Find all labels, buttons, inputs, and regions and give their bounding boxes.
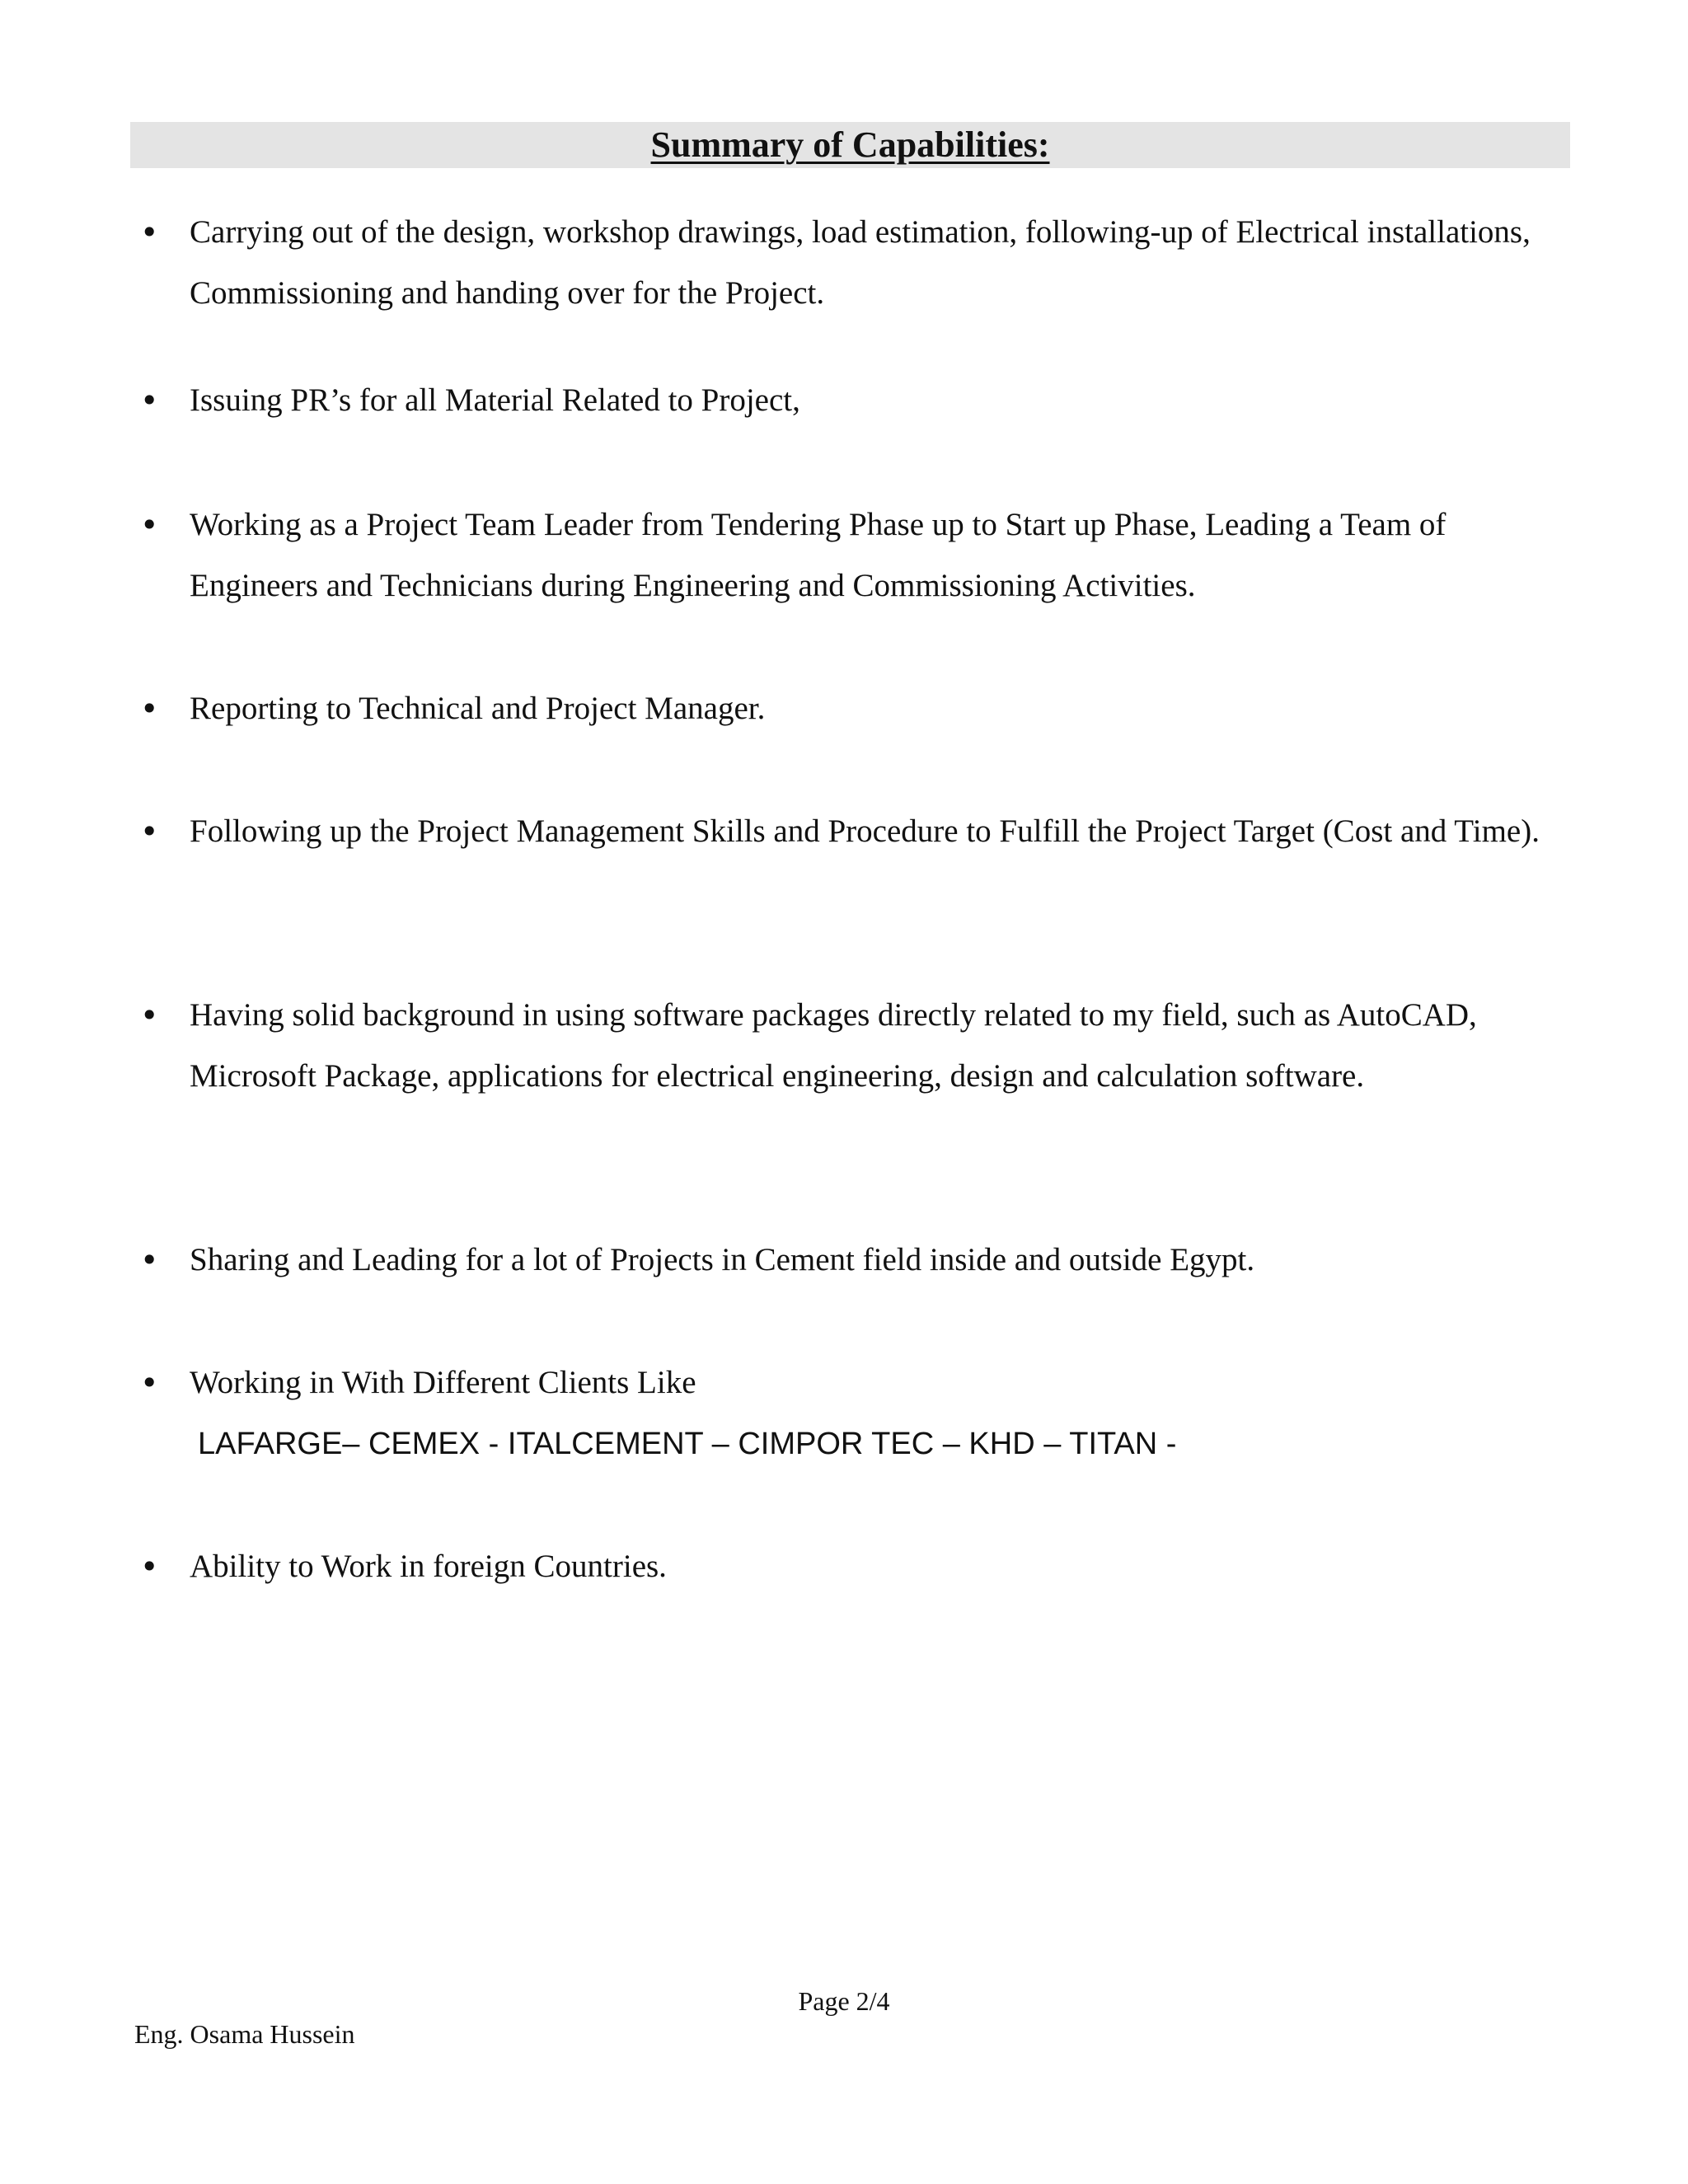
section-header	[130, 122, 1570, 168]
list-item-text: Sharing and Leading for a lot of Projects in Cement field inside and outside Egypt.	[190, 1242, 1255, 1277]
list-item-text: Following up the Project Management Skills and Procedure to Fulfill the Project Target (Cost and Time).	[190, 813, 1540, 849]
list-item-text	[190, 1352, 1574, 1474]
list-item-text: Issuing PR’s for all Material Related to Project,	[190, 382, 800, 418]
list-item-text: Working as a Project Team Leader from Tendering Phase up to Start up Phase, Leading a Team of Engineers and Technicians during Engineering and Commissioning Activities.	[190, 507, 1447, 603]
bullet-icon: •	[140, 1365, 159, 1401]
bullet-icon: •	[140, 382, 159, 419]
section-title: Summary of Capabilities:	[650, 124, 1050, 165]
bullet-icon: •	[140, 813, 159, 850]
bullet-icon: •	[140, 1242, 159, 1278]
footer-author: Eng. Osama Hussein	[134, 2019, 355, 2049]
bullet-icon: •	[140, 691, 159, 727]
bullet-icon: •	[140, 507, 159, 543]
list-item-text: Having solid background in using software packages directly related to my field, such as AutoCAD, Microsoft Package, applications for electrical engineering, design and calculation software.	[190, 997, 1477, 1094]
list-item-text: Reporting to Technical and Project Manager.	[190, 691, 766, 726]
list-item-text: Ability to Work in foreign Countries.	[190, 1549, 667, 1584]
bullet-icon: •	[140, 1549, 159, 1585]
page-number: Page 2/4	[798, 1986, 890, 2016]
bullet-icon: •	[140, 214, 159, 251]
list-item-text: Carrying out of the design, workshop drawings, load estimation, following-up of Electrical installations, Commissioning and handing over for the Project.	[190, 214, 1531, 311]
bullet-icon: •	[140, 997, 159, 1033]
clients-list: LAFARGE– CEMEX - ITALCEMENT – CIMPOR TEC – KHD – TITAN -	[198, 1427, 1177, 1461]
list-item-label: Working in With Different Clients Like	[190, 1365, 696, 1400]
